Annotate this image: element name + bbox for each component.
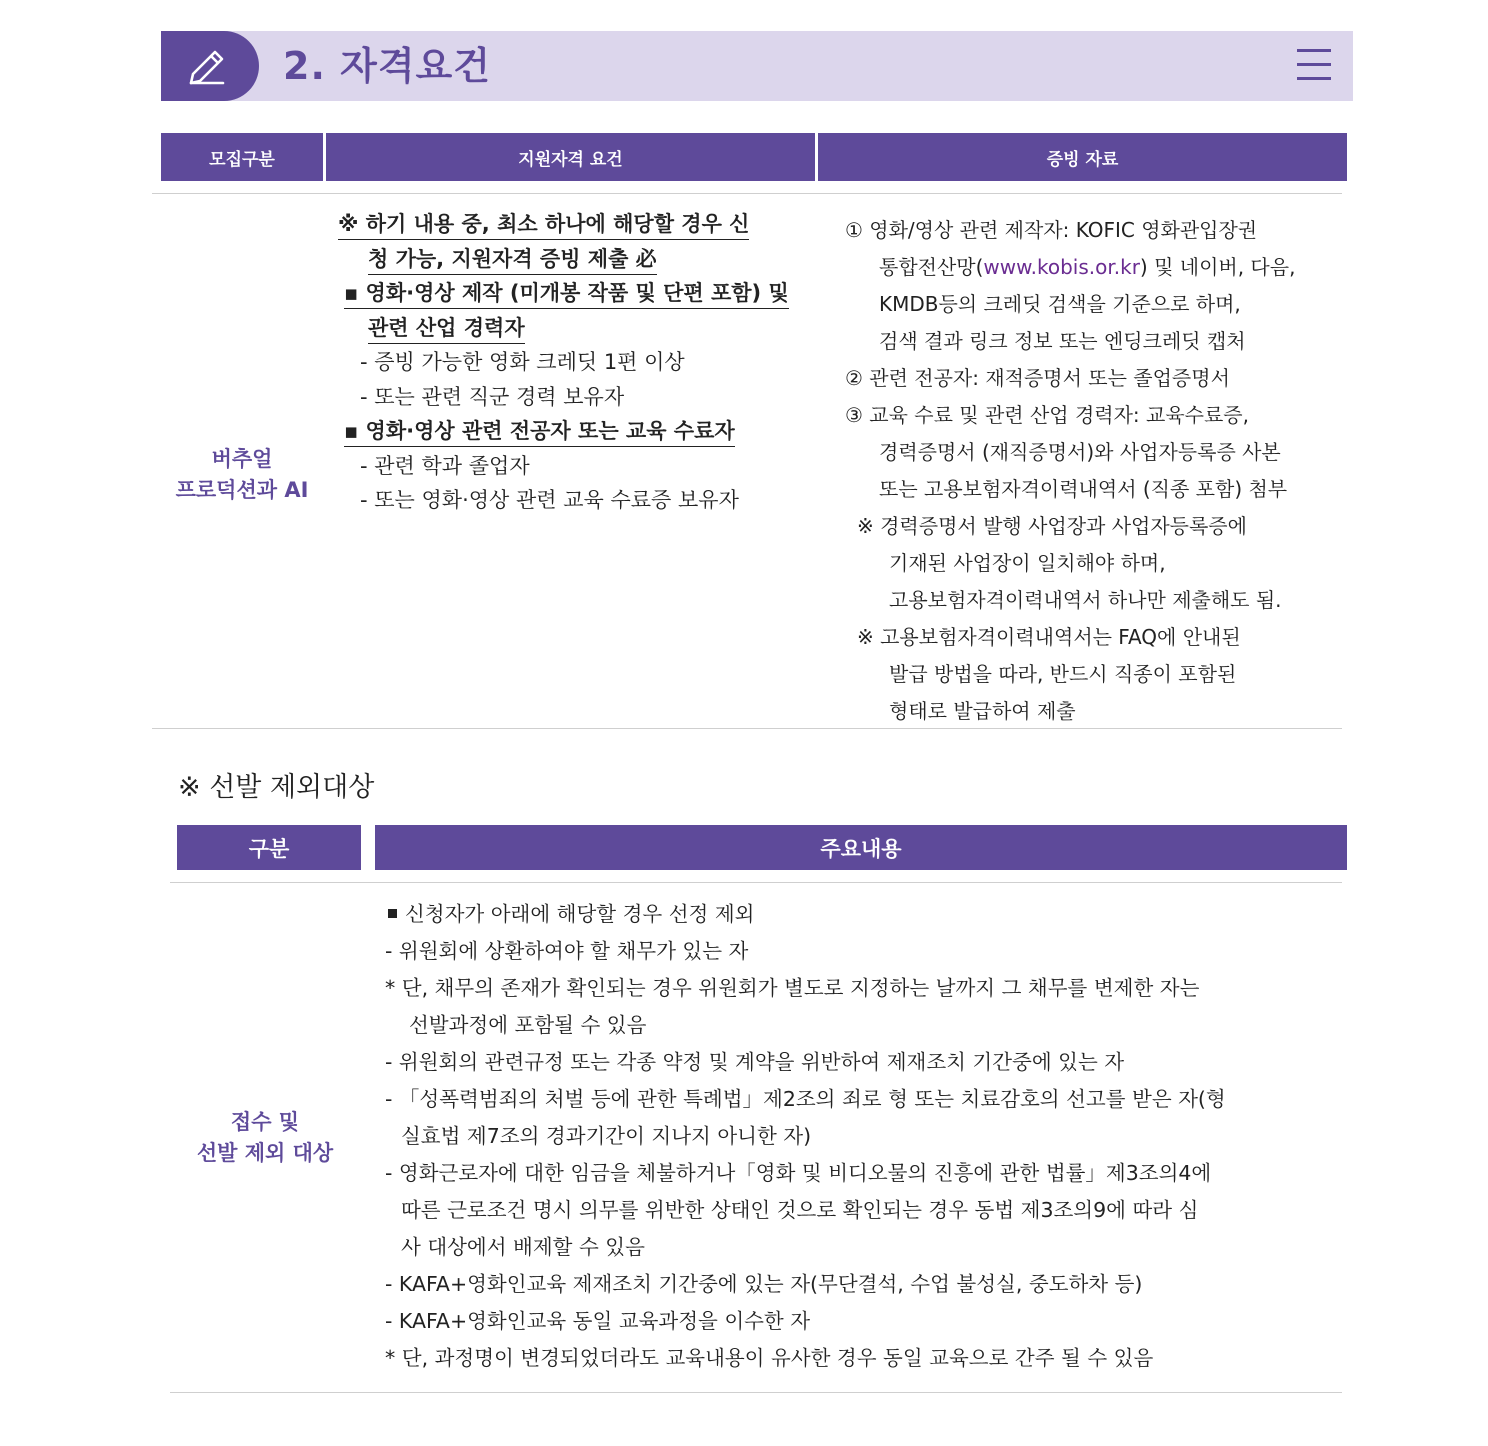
evidence-line: ① 영화/영상 관련 제작자: KOFIC 영화관입장권 [845,218,1258,242]
evidence-note-line: 고용보험자격이력내역서 하나만 제출해도 됨. [889,588,1282,612]
col-header-requirements: 지원자격 요건 [326,133,815,181]
evidence-line: 검색 결과 링크 정보 또는 엔딩크레딧 캡처 [879,329,1246,353]
col-header-evidence: 증빙 자료 [818,133,1347,181]
row-category [161,444,323,506]
section-header [161,31,1353,101]
exclusion-line: 따른 근로조건 명시 의무를 위반한 상태인 것으로 확인되는 경우 동법 제3조의9에 따라 심 [401,1198,1199,1222]
category-line: 프로덕션과 AI [175,478,309,502]
divider [170,882,1342,883]
exclusion-line: - 위원회에 상환하여야 할 채무가 있는 자 [385,939,749,963]
evidence-line: ② 관련 전공자: 재적증명서 또는 졸업증명서 [845,366,1230,390]
exclusion-line: - KAFA+영화인교육 동일 교육과정을 이수한 자 [385,1309,811,1333]
header-icon-box [161,31,259,101]
exclusion-section-title: ※ 선발 제외대상 [178,772,375,803]
evidence-line: ③ 교육 수료 및 관련 산업 경력자: 교육수료증, [845,403,1249,427]
requirement-line: - 관련 학과 졸업자 [360,453,530,478]
exclusion-line: * 단, 과정명이 변경되었더라도 교육내용이 유사한 경우 동일 교육으로 간주 될 수 있음 [385,1346,1154,1370]
pencil-icon [185,47,229,87]
col-header-type: 구분 [177,825,361,870]
requirement-line: ▪ 영화·영상 제작 (미개봉 작품 및 단편 포함) 및 [338,276,808,311]
exclusion-line: - 「성폭력범죄의 처벌 등에 관한 특례법」제2조의 죄로 형 또는 치료감호의 선고를 받은 자(형 [385,1087,1226,1111]
category-line: 버추얼 [211,447,273,471]
divider [152,193,1342,194]
requirements-cell [338,207,808,518]
exclusion-line: 선발과정에 포함될 수 있음 [409,1013,647,1037]
evidence-note-line: 형태로 발급하여 제출 [889,699,1076,723]
bullet-square-icon [388,909,397,918]
evidence-line: 통합전산망(www.kobis.or.kr) 및 네이버, 다음, [879,255,1296,279]
exclusion-line: 사 대상에서 배제할 수 있음 [401,1235,645,1259]
page-title: 2. 자격요건 [283,44,491,88]
requirement-line: 청 가능, 지원자격 증빙 제출 必 [338,242,808,277]
exclusion-category [170,1107,360,1169]
category-line: 선발 제외 대상 [196,1141,334,1165]
evidence-note-line: ※ 고용보험자격이력내역서는 FAQ에 안내된 [857,625,1241,649]
divider [170,1392,1342,1393]
requirement-line: - 또는 영화·영상 관련 교육 수료증 보유자 [360,488,739,512]
evidence-line: 또는 고용보험자격이력내역서 (직종 포함) 첨부 [879,477,1288,501]
evidence-cell [845,212,1345,730]
requirement-line: 관련 산업 경력자 [338,311,808,346]
exclusion-content [385,896,1330,1377]
evidence-note-line: ※ 경력증명서 발행 사업장과 사업자등록증에 [857,514,1247,538]
kobis-link[interactable]: www.kobis.or.kr [983,255,1140,279]
col-header-category: 모집구분 [161,133,323,181]
exclusion-line: - 위원회의 관련규정 또는 각종 약정 및 계약을 위반하여 제재조치 기간중에 있는 자 [385,1050,1125,1074]
exclusion-line: 신청자가 아래에 해당할 경우 선정 제외 [385,896,1330,933]
evidence-line: 경력증명서 (재직증명서)와 사업자등록증 사본 [879,440,1281,464]
exclusion-line: - 영화근로자에 대한 임금을 체불하거나「영화 및 비디오물의 진흥에 관한 법률」제3조의4에 [385,1161,1212,1185]
requirement-line: - 증빙 가능한 영화 크레딧 1편 이상 [360,350,685,374]
requirement-line: ※ 하기 내용 중, 최소 하나에 해당할 경우 신 [338,207,808,242]
evidence-note-line: 발급 방법을 따라, 반드시 직종이 포함된 [889,662,1237,686]
col-header-content: 주요내용 [375,825,1347,870]
exclusion-line: 실효법 제7조의 경과기간이 지나지 아니한 자) [401,1124,812,1148]
requirement-line: - 또는 관련 직군 경력 보유자 [360,384,625,409]
exclusion-line: - KAFA+영화인교육 제재조치 기간중에 있는 자(무단결석, 수업 불성실, 중도하차 등) [385,1272,1143,1296]
menu-icon[interactable] [1297,49,1331,83]
evidence-note-line: 기재된 사업장이 일치해야 하며, [889,551,1166,575]
requirement-line: ▪ 영화·영상 관련 전공자 또는 교육 수료자 [338,414,808,449]
exclusion-line: * 단, 채무의 존재가 확인되는 경우 위원회가 별도로 지정하는 날까지 그 채무를 변제한 자는 [385,976,1200,1000]
category-line: 접수 및 [230,1110,300,1134]
divider [152,728,1342,729]
evidence-line: KMDB등의 크레딧 검색을 기준으로 하며, [879,292,1241,316]
